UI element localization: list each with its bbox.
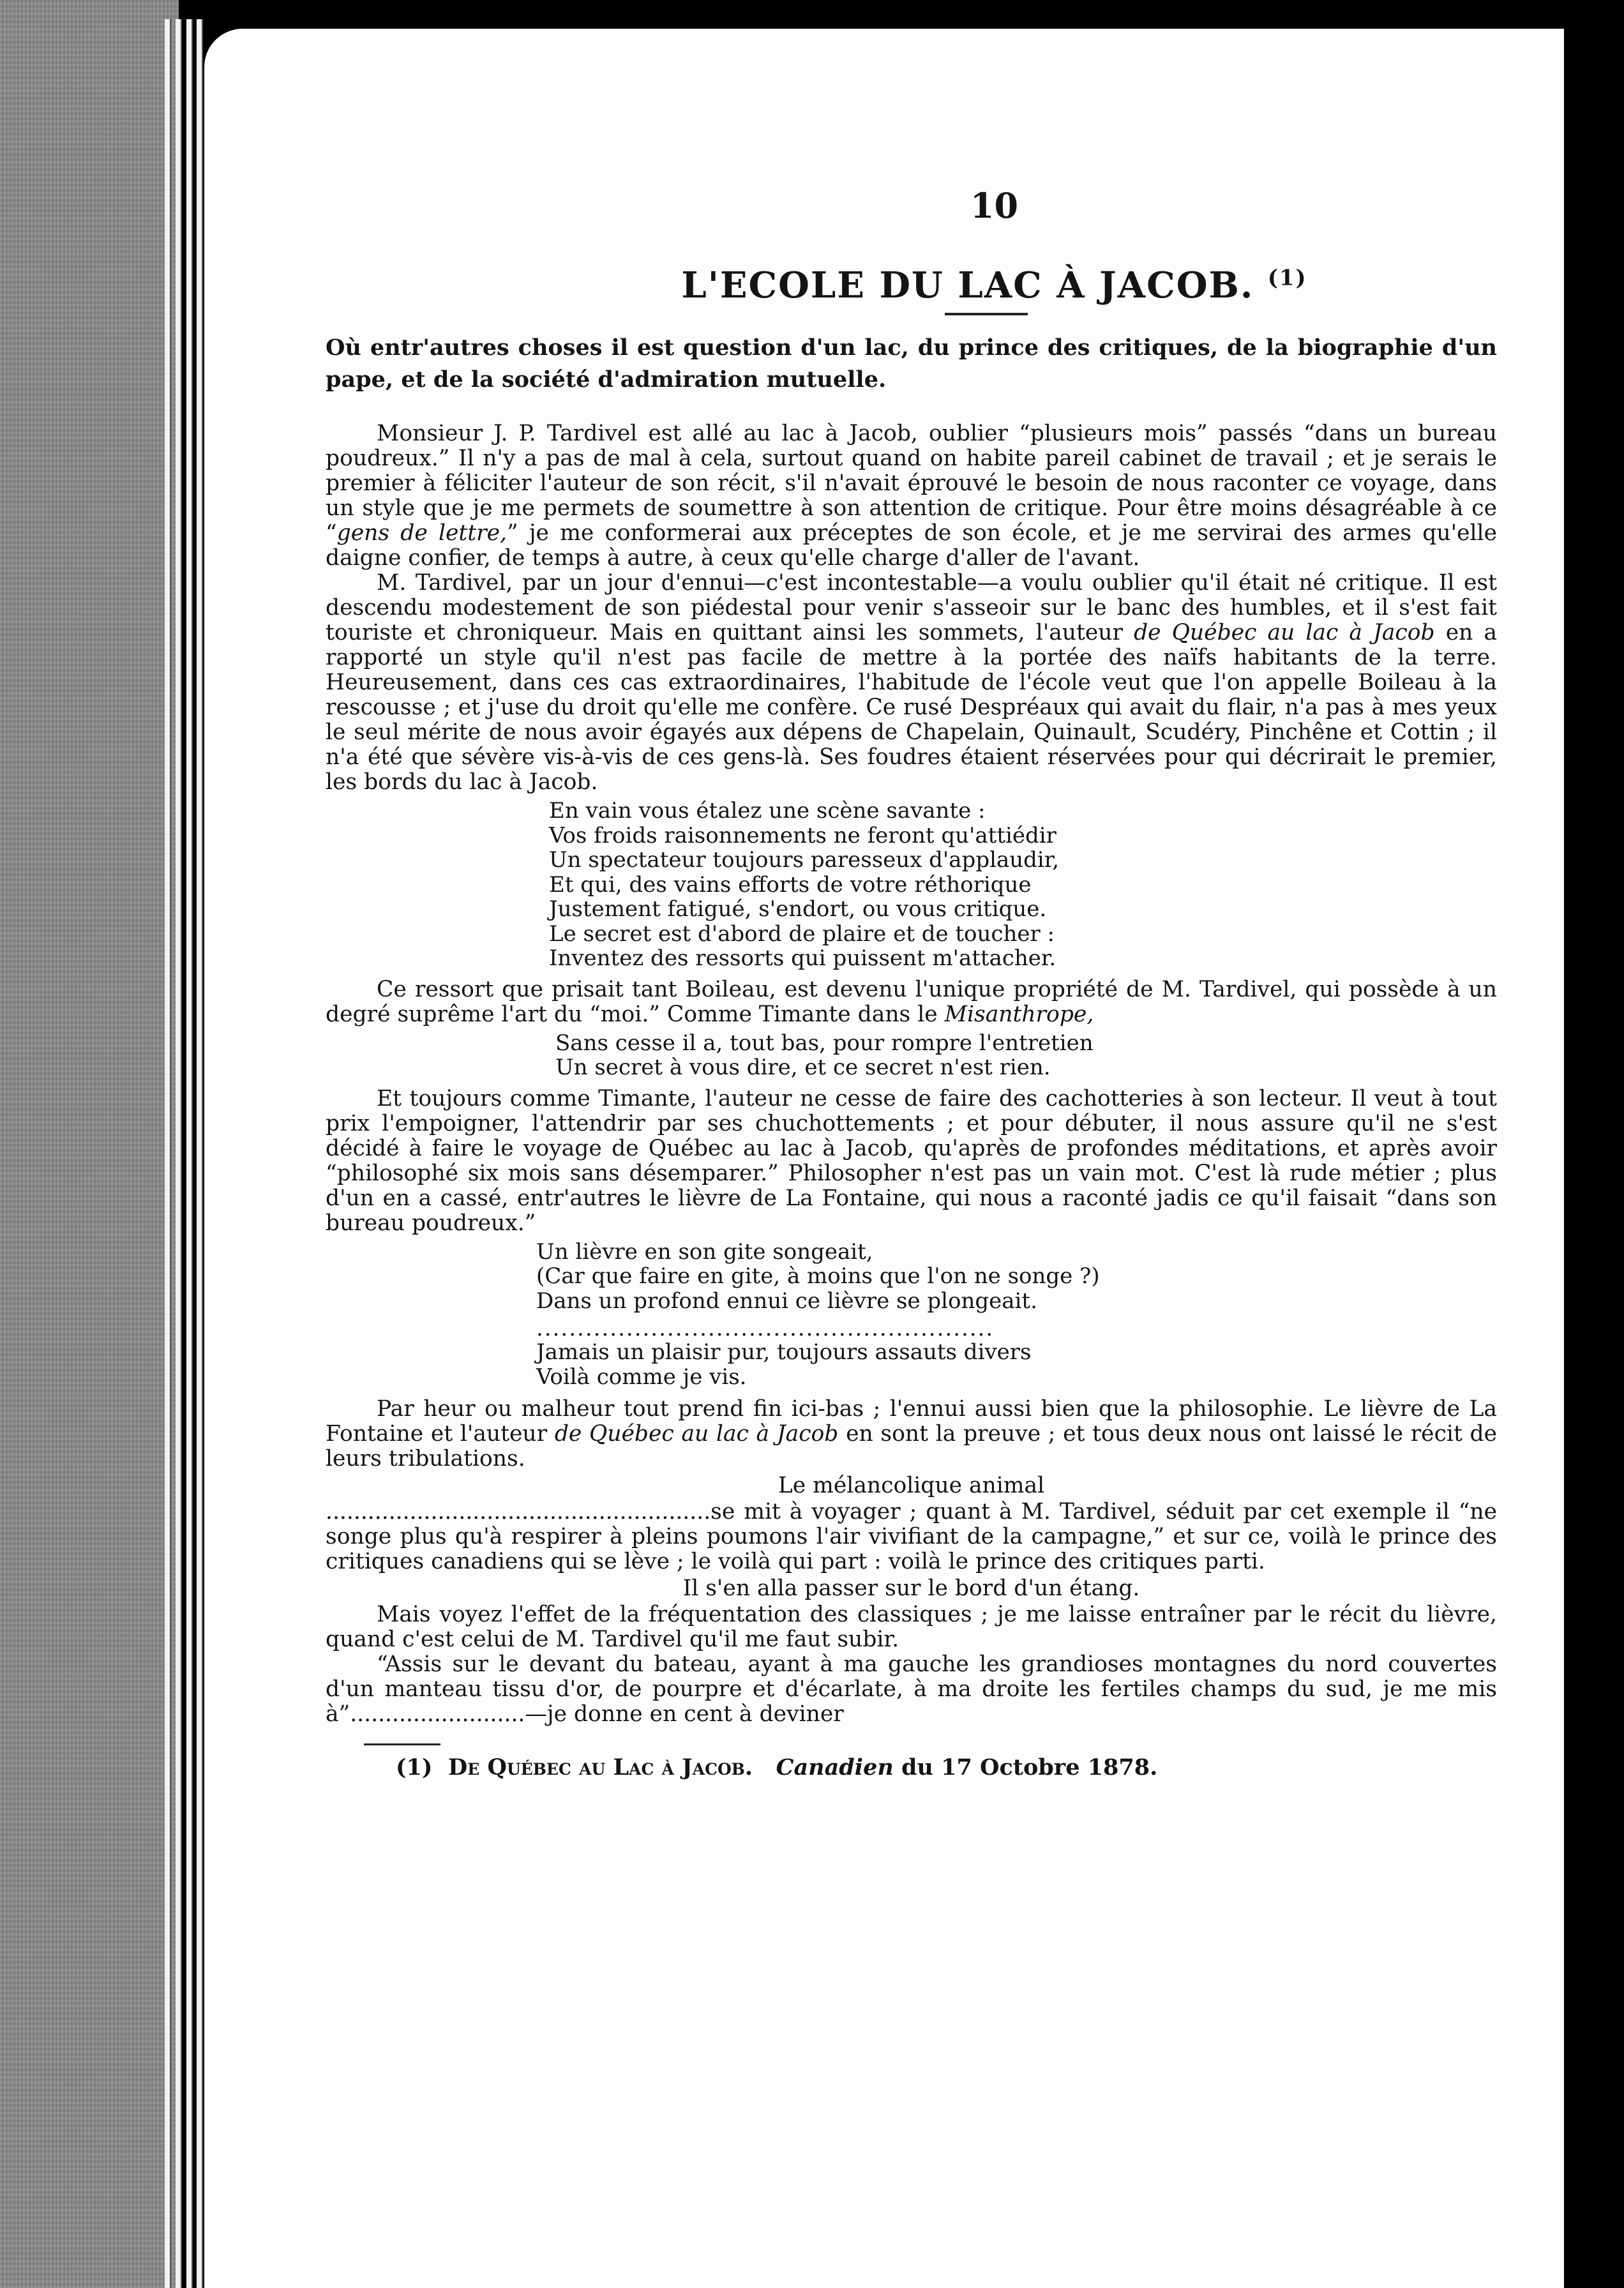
book-cover: [0, 0, 179, 2288]
page-edge: [176, 19, 182, 2288]
verse-boileau: [549, 799, 1497, 971]
verse-misanthrope: [555, 1031, 1497, 1080]
verse-line: Un lièvre en son gite songeait,: [536, 1238, 873, 1265]
verse-line: Vos froids raisonnements ne feront qu'attiédir: [549, 822, 1056, 848]
paragraph-4: Et toujours comme Timante, l'auteur ne cesse de faire des cachotteries à son lecteur. Il veut à tout prix l'empoigner, l'attendrir par ses chuchottements ; et pour débuter, il nous assure qu'il ne s'est décidé à faire le voyage de Québec au lac à Jacob, qu'après de profondes méditations, et après avoir “philosophé six mois sans désemparer.” Philosopher n'est pas un vain mot. C'est là rude métier ; plus d'un en a cassé, entr'autres le lièvre de La Fontaine, qui nous a raconté jadis ce qu'il faisait “dans son bureau poudreux.”: [326, 1085, 1497, 1236]
title-rule: [945, 313, 1028, 315]
verse-line: Jamais un plaisir pur, toujours assauts divers: [536, 1339, 1032, 1365]
verse-line: Sans cesse il a, tout bas, pour rompre l'entretien: [555, 1030, 1094, 1056]
verse-line: En vain vous étalez une scène savante :: [549, 798, 986, 824]
verse-line: Justement fatigué, s'endort, ou vous critique.: [549, 896, 1047, 922]
verse-line: Inventez des ressorts qui puissent m'attacher.: [549, 945, 1056, 971]
ellipsis-line: ........................................................: [536, 1316, 995, 1341]
page-text: [326, 185, 1497, 2190]
chapter-title: [492, 264, 1497, 306]
quote-line-animal: Le mélancolique animal: [778, 1473, 1045, 1498]
verse-line: Le secret est d'abord de plaire et de toucher :: [549, 921, 1055, 947]
verse-line: Et qui, des vains efforts de votre réthorique: [549, 871, 1032, 898]
verse-line: Voilà comme je vis.: [536, 1364, 747, 1390]
paragraph-6: .......................................................se mit à voyager ; quant à M. Tardivel, séduit par cet exemple il “ne songe plus qu'à respirer à pleins poumons l'air vivifiant de la campagne,” et sur ce, voilà le prince des critiques canadiens qui se lève ; le voilà qui part : voilà le prince des critiques parti.: [326, 1499, 1497, 1574]
page-edge: [186, 19, 193, 2288]
paragraph-2: M. Tardivel, par un jour d'ennui—c'est incontestable—a voulu oublier qu'il était né critique. Il est descendu modestement de son piédestal pour venir s'asseoir sur le banc des humbles, et il s'est fait touriste et chroniqueur. Mais en quittant ainsi les sommets, l'auteur de Québec au lac à Jacob en a rapporté un style qu'il n'est pas facile de mettre à la portée des naïfs habitants de la terre. Heureusement, dans ces cas extraordinaires, l'habitude de l'école veut que l'on appelle Boileau à la rescousse ; et j'use du droit qu'elle me confère. Ce rusé Despréaux qui avait du flair, n'a pas à mes yeux le seul mérite de nous avoir égayés aux dépens de Chapelain, Quinault, Scudéry, Pinchêne et Cottin ; il n'a été que sévère vis-à-vis de ces gens-là. Ses foudres étaient réservées pour qui décrirait le premier, les bords du lac à Jacob.: [326, 570, 1498, 795]
paragraph-3: Ce ressort que prisait tant Boileau, est devenu l'unique propriété de M. Tardivel, qui possède à un degré suprême l'art du “moi.” Comme Timante dans le Misanthrope,: [326, 976, 1497, 1027]
paragraph-7: Mais voyez l'effet de la fréquentation des classiques ; je me laisse entraîner par le récit du lièvre, quand c'est celui de M. Tardivel qu'il me faut subir.: [326, 1602, 1497, 1652]
chapter-subtitle: Où entr'autres choses il est question d'un lac, du prince des critiques, de la biographie d'un pape, et de la société d'admiration mutuelle.: [326, 335, 1497, 393]
page-edge: [165, 19, 171, 2288]
verse-lievre: [536, 1240, 1497, 1314]
paragraph-1: Monsieur J. P. Tardivel est allé au lac à Jacob, oublier “plusieurs mois” passés “dans un bureau poudreux.” Il n'y a pas de mal à cela, surtout quand on habite pareil cabinet de travail ; et je serais le premier à féliciter l'auteur de son récit, s'il n'avait éprouvé le besoin de nous raconter ce voyage, dans un style que je me permets de soumettre à son attention de critique. Pour être moins désagréable à ce “gens de lettre,” je me conformerai aux préceptes de son école, et je me servirai des armes qu'elle daigne confier, de temps à autre, à ceux qu'elle charge d'aller de l'avant.: [326, 421, 1497, 571]
verse-line: Dans un profond ennui ce lièvre se plongeait.: [536, 1288, 1037, 1314]
verse-line: (Car que faire en gite, à moins que l'on ne songe ?): [536, 1263, 1100, 1289]
paragraph-5: Par heur ou malheur tout prend fin ici-bas ; l'ennui aussi bien que la philosophie. Le lièvre de La Fontaine et l'auteur de Québec au lac à Jacob en sont la preuve ; et tous deux nous ont laissé le récit de leurs tribulations.: [326, 1396, 1498, 1471]
chapter-title-text: L'ECOLE DU LAC À JACOB.: [681, 264, 1254, 306]
page-number: 10: [970, 185, 1019, 226]
verse-line: Un secret à vous dire, et ce secret n'est rien.: [555, 1055, 1051, 1080]
page-edge: [197, 19, 203, 2288]
verse-lievre-end: [536, 1340, 1497, 1389]
footnote: (1) De Québec au Lac à Jacob. Canadien du 17 Octobre 1878.: [396, 1754, 1158, 1780]
footnote-rule: [364, 1743, 440, 1745]
paragraph-8: “Assis sur le devant du bateau, ayant à ma gauche les grandioses montagnes du nord couvertes d'un manteau tissu d'or, de pourpre et d'écarlate, à ma droite les fertiles champs du sud, je me mis à”.........................—je donne en cent à deviner: [326, 1652, 1497, 1727]
verse-line: Un spectateur toujours paresseux d'applaudir,: [549, 847, 1060, 873]
title-footnote-ref: (1): [1267, 265, 1307, 291]
quote-line-etang: Il s'en alla passer sur le bord d'un étang.: [682, 1576, 1140, 1601]
